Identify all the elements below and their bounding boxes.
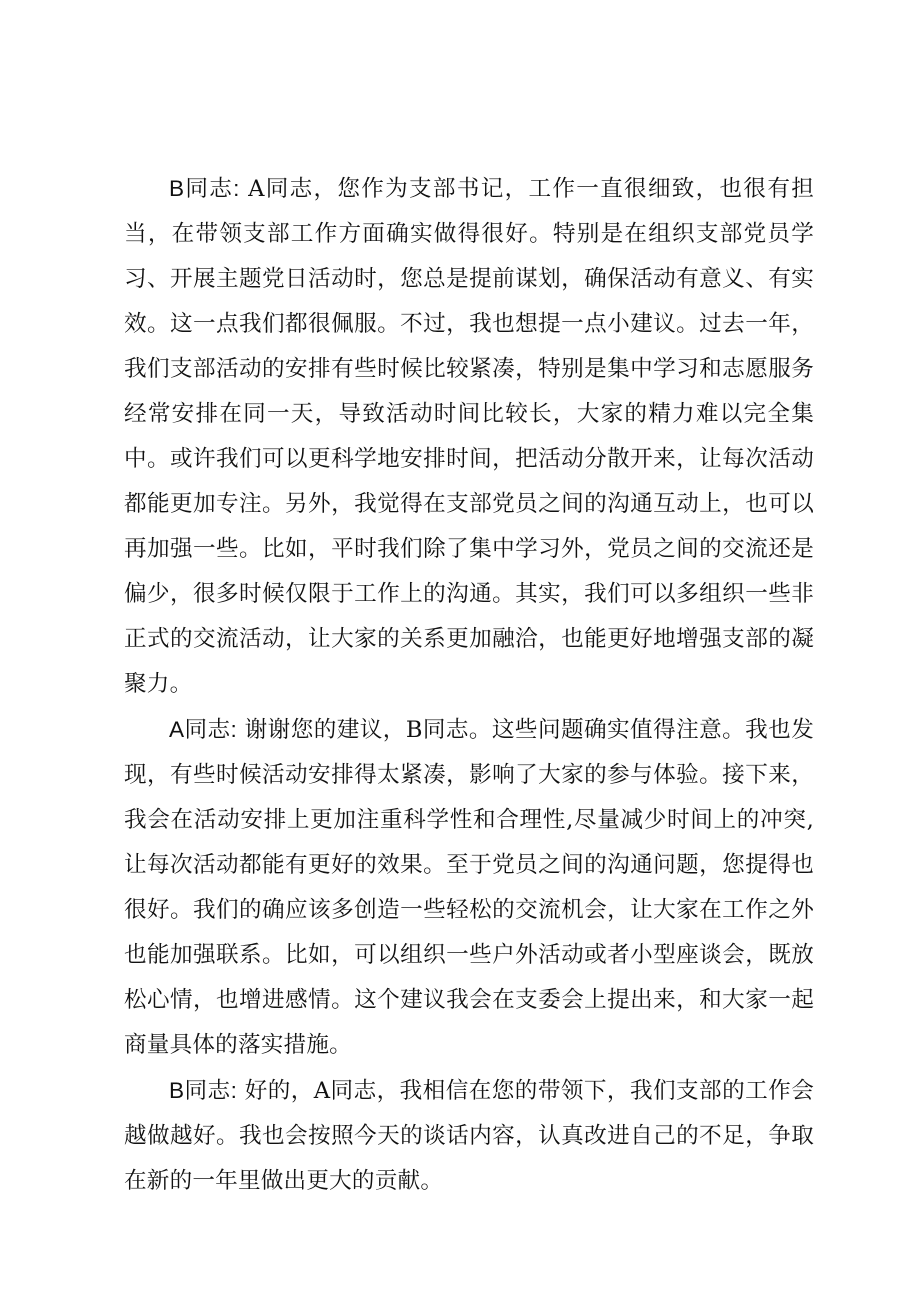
speaker-label: A同志:: [169, 717, 238, 742]
speaker-label: B同志:: [169, 176, 240, 201]
paragraph-text: 谢谢您的建议，B同志。这些问题确实值得注意。我也发现，有些时候活动安排得太紧凑，影响了大家的参与体验。接下来，我会在活动安排上更加注重科学性和合理性,尽量减少时间上的冲突,让每次活动都能有更好的效果。至于党员之间的沟通问题，您提得也很好。我们的确应该多创造一些轻松的交流机会，让大家在工作之外也能加强联系。比如，可以组织一些户外活动或者小型座谈会，既放松心情，也增进感情。这个建议我会在支委会上提出来，和大家一起商量具体的落实措施。: [124, 717, 815, 1058]
paragraph-1: [124, 166, 814, 707]
paragraph-text: A同志，您作为支部书记，工作一直很细致，也很有担当，在带领支部工作方面确实做得很好。特别是在组织支部党员学习、开展主题党日活动时，您总是提前谋划，确保活动有意义、有实效。这一点我们都很佩服。不过，我也想提一点小建议。过去一年，我们支部活动的安排有些时候比较紧凑，特别是集中学习和志愿服务经常安排在同一天，导致活动时间比较长，大家的精力难以完全集中。或许我们可以更科学地安排时间，把活动分散开来，让每次活动都能更加专注。另外，我觉得在支部党员之间的沟通互动上，也可以再加强一些。比如，平时我们除了集中学习外，党员之间的交流还是偏少，很多时候仅限于工作上的沟通。其实，我们可以多组织一些非正式的交流活动，让大家的关系更加融洽，也能更好地增强支部的凝聚力。: [124, 176, 814, 697]
paragraph-2: [124, 707, 814, 1068]
paragraph-3: [124, 1068, 814, 1204]
speaker-label: B同志:: [169, 1078, 238, 1103]
document-body: [124, 166, 814, 1204]
paragraph-text: 好的，A同志，我相信在您的带领下，我们支部的工作会越做越好。我也会按照今天的谈话内容，认真改进自己的不足，争取在新的一年里做出更大的贡献。: [124, 1078, 814, 1194]
